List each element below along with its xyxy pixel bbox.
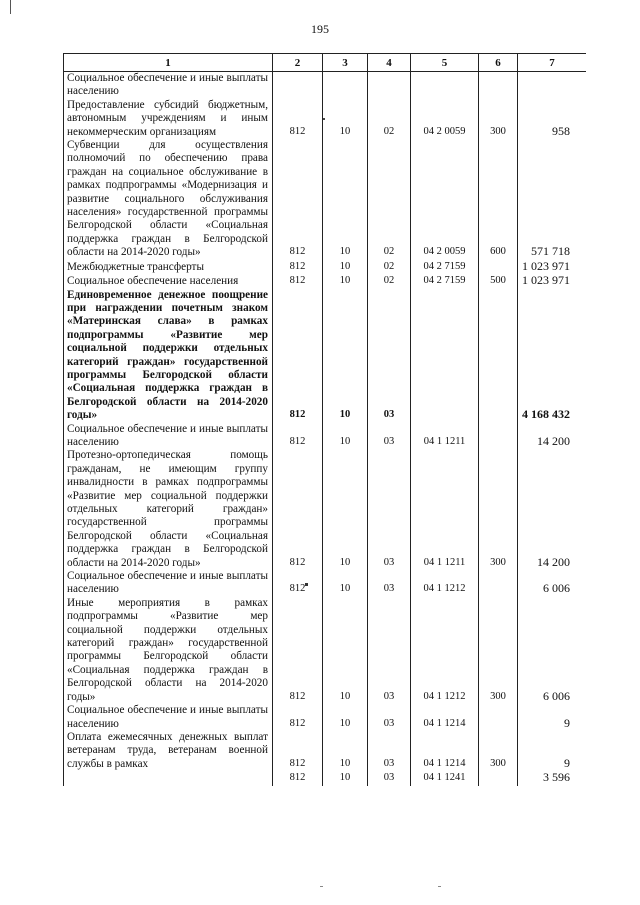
table-body: [64, 72, 587, 786]
ministry-code: 812: [273, 139, 323, 260]
section-code: 10: [323, 423, 368, 450]
section-code: 10: [323, 704, 368, 731]
target-article-code: 04 2 7159: [411, 274, 479, 288]
amount: [518, 72, 587, 99]
amount: 1 023 971: [518, 260, 587, 274]
amount: 3 596: [518, 771, 587, 785]
row-description: Предоставление субсидий бюджетным, автономным учреждениям и иным некоммерческим организациям: [64, 99, 273, 139]
table-row: [64, 139, 587, 260]
target-article-code: 04 1 1211: [411, 423, 479, 450]
page-number: 195: [311, 22, 329, 36]
ministry-code: 812: [273, 99, 323, 139]
table-row: [64, 72, 587, 99]
section-code: [323, 72, 368, 99]
table-header-row: [64, 54, 587, 72]
section-code: 10: [323, 731, 368, 771]
table-row: [64, 704, 587, 731]
table-row: [64, 289, 587, 423]
target-article-code: [411, 72, 479, 99]
row-description: Социальное обеспечение и иные выплаты населению: [64, 423, 273, 450]
subsection-code: 03: [368, 289, 411, 423]
subsection-code: 03: [368, 597, 411, 704]
column-header: 7: [518, 54, 587, 72]
ministry-code: 812: [273, 704, 323, 731]
expense-type-code: [479, 704, 518, 731]
column-header: 4: [368, 54, 411, 72]
section-code: 10: [323, 274, 368, 288]
subsection-code: 03: [368, 771, 411, 785]
table-row: [64, 731, 587, 771]
section-code: 10: [323, 99, 368, 139]
expense-type-code: [479, 289, 518, 423]
table-row: [64, 597, 587, 704]
budget-table: [63, 53, 586, 786]
section-code: 10: [323, 139, 368, 260]
expense-type-code: 300: [479, 449, 518, 570]
ministry-code: 812: [273, 289, 323, 423]
target-article-code: 04 1 1211: [411, 449, 479, 570]
row-description: Единовременное денежное поощрение при награждении почетным знаком «Материнская слава» в рамках подпрограммы «Развитие мер социальной поддержки отдельных категорий граждан» государственной программы Белгородской области «Социальная поддержка граждан в Белгородской области на 2014-2020 годы»: [64, 289, 273, 423]
table-row: [64, 570, 587, 597]
expense-type-code: [479, 423, 518, 450]
budget-table-container: [63, 53, 586, 845]
section-code: 10: [323, 570, 368, 597]
ministry-code: 812: [273, 570, 323, 597]
section-code: 10: [323, 260, 368, 274]
expense-type-code: 500: [479, 274, 518, 288]
target-article-code: 04 1 1214: [411, 731, 479, 771]
row-description: Оплата ежемесячных денежных выплат ветеранам труда, ветеранам военной службы в рамках: [64, 731, 273, 771]
table-row: [64, 99, 587, 139]
table-row: [64, 274, 587, 288]
expense-type-code: 600: [479, 139, 518, 260]
table-row: [64, 449, 587, 570]
subsection-code: 03: [368, 570, 411, 597]
expense-type-code: 300: [479, 99, 518, 139]
scan-edge-mark: [10, 0, 11, 14]
subsection-code: 02: [368, 274, 411, 288]
target-article-code: 04 2 7159: [411, 260, 479, 274]
amount: 571 718: [518, 139, 587, 260]
section-code: 10: [323, 449, 368, 570]
table-row: [64, 423, 587, 450]
amount: 14 200: [518, 423, 587, 450]
target-article-code: 04 1 1212: [411, 570, 479, 597]
section-code: 10: [323, 597, 368, 704]
table-row: [64, 260, 587, 274]
row-description: Социальное обеспечение населения: [64, 274, 273, 288]
subsection-code: 02: [368, 139, 411, 260]
amount: 4 168 432: [518, 289, 587, 423]
subsection-code: 02: [368, 99, 411, 139]
column-header: 2: [273, 54, 323, 72]
expense-type-code: [479, 570, 518, 597]
ministry-code: 812: [273, 731, 323, 771]
column-header: 3: [323, 54, 368, 72]
row-description: Субвенции для осуществления полномочий по обеспечению права граждан на социальное обслуживание в рамках подпрограммы «Модернизация и развитие социального обслуживания населения» государственной программы Белгородской области «Социальная поддержка граждан в Белгородской области на 2014-2020 годы»: [64, 139, 273, 260]
row-description: Социальное обеспечение и иные выплаты населению: [64, 72, 273, 99]
subsection-code: 03: [368, 449, 411, 570]
target-article-code: [411, 289, 479, 423]
row-description: Межбюджетные трансферты: [64, 260, 273, 274]
ministry-code: 812: [273, 423, 323, 450]
row-description: Иные мероприятия в рамках подпрограммы «Развитие мер социальной поддержки отдельных категорий граждан» государственной программы Белгородской области «Социальная поддержка граждан в Белгородской области на 2014-2020 годы»: [64, 597, 273, 704]
section-code: 10: [323, 289, 368, 423]
expense-type-code: 300: [479, 731, 518, 771]
expense-type-code: [479, 771, 518, 785]
ministry-code: 812: [273, 771, 323, 785]
ministry-code: 812: [273, 260, 323, 274]
table-row: [64, 771, 587, 785]
expense-type-code: [479, 72, 518, 99]
scan-speck: [438, 886, 441, 887]
scan-speck: [320, 886, 323, 887]
amount: 1 023 971: [518, 274, 587, 288]
expense-type-code: [479, 260, 518, 274]
row-description: [64, 771, 273, 785]
ministry-code: 812: [273, 274, 323, 288]
column-header: 5: [411, 54, 479, 72]
row-description: Социальное обеспечение и иные выплаты населению: [64, 570, 273, 597]
target-article-code: 04 1 1214: [411, 704, 479, 731]
amount: 6 006: [518, 570, 587, 597]
subsection-code: 03: [368, 423, 411, 450]
subsection-code: 02: [368, 260, 411, 274]
ministry-code: 812: [273, 449, 323, 570]
row-description: Социальное обеспечение и иные выплаты населению: [64, 704, 273, 731]
target-article-code: 04 2 0059: [411, 99, 479, 139]
expense-type-code: 300: [479, 597, 518, 704]
subsection-code: [368, 72, 411, 99]
target-article-code: 04 1 1241: [411, 771, 479, 785]
subsection-code: 03: [368, 704, 411, 731]
column-header: 1: [64, 54, 273, 72]
amount: 6 006: [518, 597, 587, 704]
section-code: 10: [323, 771, 368, 785]
target-article-code: 04 2 0059: [411, 139, 479, 260]
amount: 9: [518, 704, 587, 731]
amount: 14 200: [518, 449, 587, 570]
row-description: Протезно-ортопедическая помощь гражданам, не имеющим группу инвалидности в рамках подпрограммы «Развитие мер социальной поддержки отдельных категорий граждан» государственной программы Белгородской области «Социальная поддержка граждан в Белгородской области на 2014-2020 годы»: [64, 449, 273, 570]
subsection-code: 03: [368, 731, 411, 771]
ministry-code: 812: [273, 597, 323, 704]
column-header: 6: [479, 54, 518, 72]
target-article-code: 04 1 1212: [411, 597, 479, 704]
amount: 9: [518, 731, 587, 771]
amount: 958: [518, 99, 587, 139]
ministry-code: [273, 72, 323, 99]
scan-footer-marks: [0, 886, 640, 892]
